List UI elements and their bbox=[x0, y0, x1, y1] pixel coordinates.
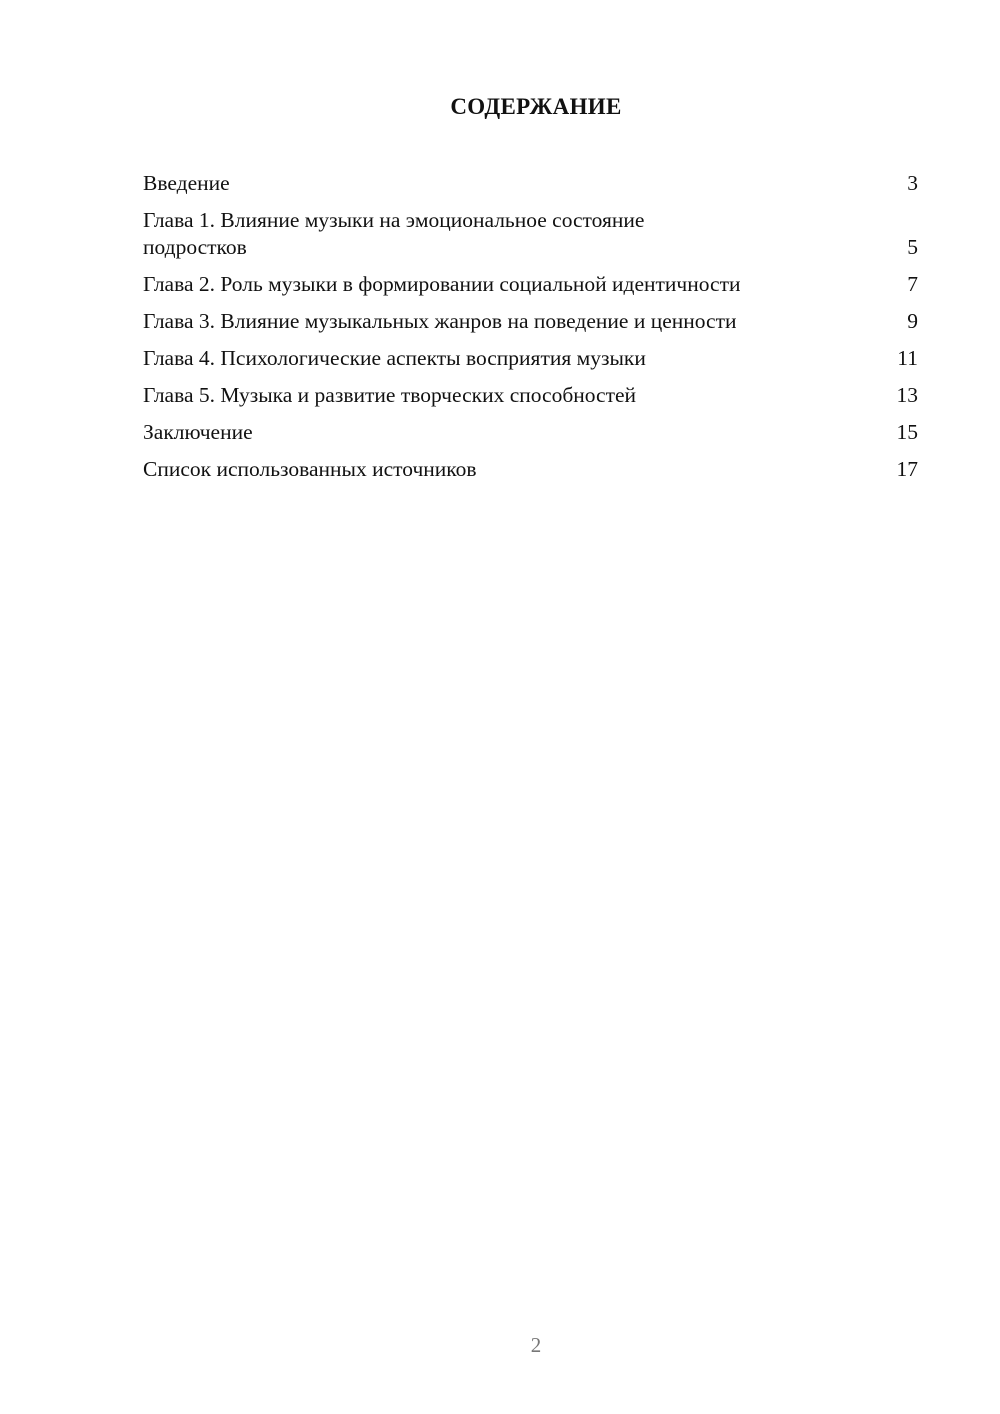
toc-entry-introduction[interactable] bbox=[143, 170, 918, 197]
toc-entry-page: 13 bbox=[896, 382, 918, 407]
toc-entry-chapter-5[interactable] bbox=[143, 382, 918, 409]
table-of-contents bbox=[143, 170, 918, 493]
toc-entry-chapter-1[interactable] bbox=[143, 207, 918, 260]
toc-entry-references[interactable] bbox=[143, 456, 918, 483]
toc-entry-page: 5 bbox=[907, 234, 918, 259]
toc-entry-label: Заключение bbox=[143, 419, 253, 444]
toc-entry-page: 7 bbox=[907, 271, 918, 296]
toc-entry-chapter-4[interactable] bbox=[143, 345, 918, 372]
toc-entry-chapter-2[interactable] bbox=[143, 271, 918, 298]
toc-entry-page: 15 bbox=[896, 419, 918, 444]
toc-entry-page: 17 bbox=[896, 456, 918, 481]
toc-entry-page: 9 bbox=[907, 308, 918, 333]
toc-entry-label: Введение bbox=[143, 171, 230, 195]
page-number: 2 bbox=[530, 1333, 542, 1357]
toc-entry-conclusion[interactable] bbox=[143, 419, 918, 446]
toc-entry-label: Глава 5. Музыка и развитие творческих способностей bbox=[143, 382, 637, 407]
toc-entry-label: Глава 2. Роль музыки в формировании социальной идентичности bbox=[143, 271, 741, 296]
toc-entry-label: Список использованных источников bbox=[143, 456, 477, 481]
toc-entry-label: Глава 3. Влияние музыкальных жанров на поведение и ценности bbox=[143, 308, 737, 333]
toc-entry-page: 11 bbox=[897, 345, 918, 370]
page-title: СОДЕРЖАНИЕ bbox=[450, 94, 622, 119]
toc-entry-page: 3 bbox=[907, 171, 918, 195]
toc-entry-label: Глава 1. Влияние музыки на эмоциональное состояние подростков bbox=[143, 208, 645, 259]
toc-entry-label: Глава 4. Психологические аспекты восприятия музыки bbox=[143, 345, 646, 370]
toc-entry-chapter-3[interactable] bbox=[143, 308, 918, 335]
